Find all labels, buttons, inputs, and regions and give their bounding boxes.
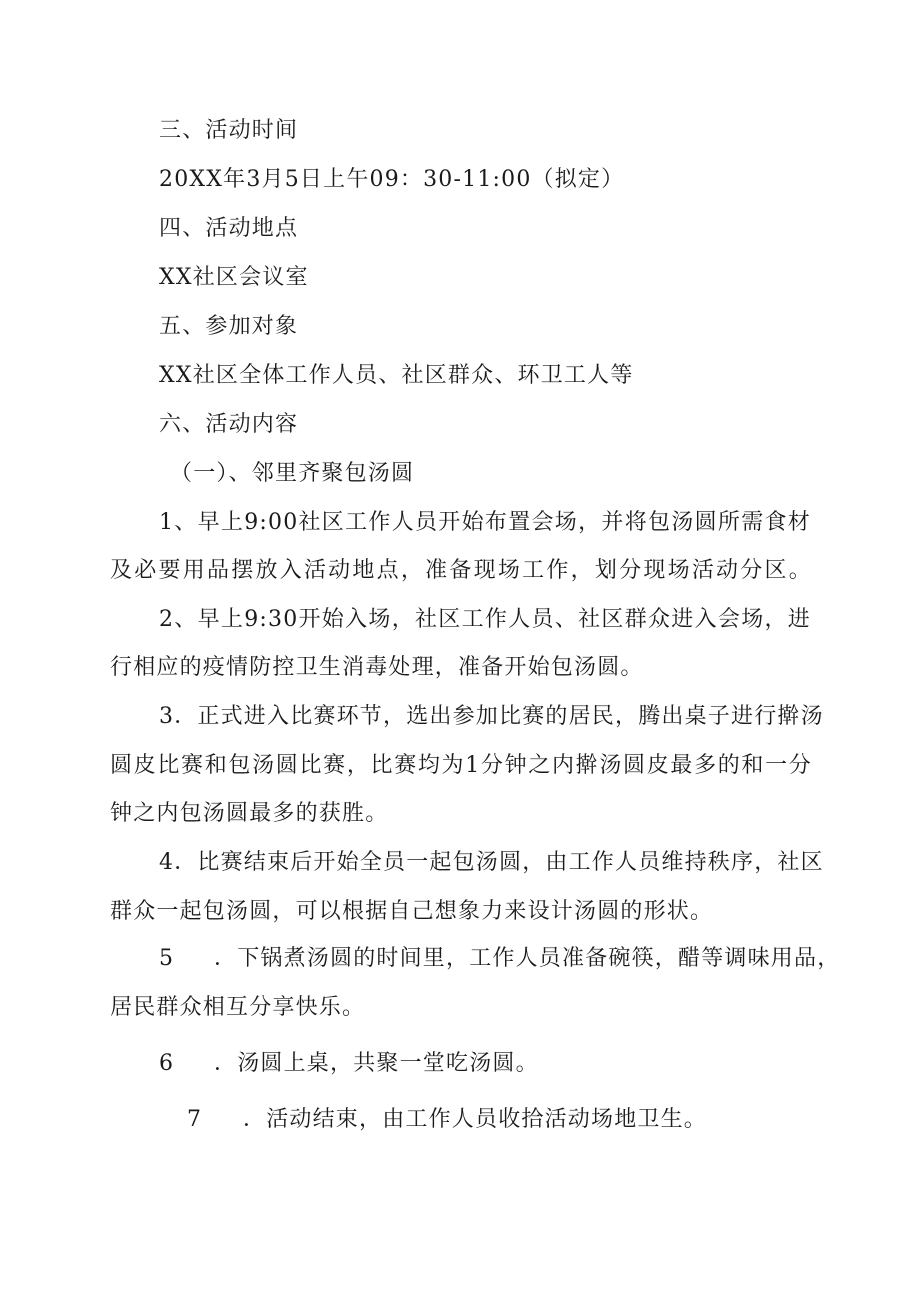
heading-activity-content: 六、活动内容: [159, 412, 299, 437]
paragraph-4-line-1: 4．比赛结束后开始全员一起包汤圆，由工作人员维持秩序，社区: [159, 850, 824, 875]
paragraph-6-line-1: ．汤圆上桌，共聚一堂吃汤圆。: [214, 1051, 539, 1076]
paragraph-3-line-1: 3．正式进入比赛环节，选出参加比赛的居民，腾出桌子进行擀汤: [159, 704, 824, 729]
paragraph-3-line-3: 钟之内包汤圆最多的获胜。: [110, 801, 389, 826]
paragraph-4-line-2: 群众一起包汤圆，可以根据自己想象力来设计汤圆的形状。: [110, 899, 714, 924]
participants-value: XX社区全体工作人员、社区群众、环卫工人等: [159, 363, 634, 388]
activity-location-value: XX社区会议室: [159, 265, 309, 290]
paragraph-2-line-2: 行相应的疫情防控卫生消毒处理，准备开始包汤圆。: [110, 655, 644, 680]
paragraph-1-line-2: 及必要用品摆放入活动地点，准备现场工作，划分现场活动分区。: [110, 558, 812, 583]
paragraph-5-line-2: 居民群众相互分享快乐。: [110, 995, 366, 1020]
paragraph-1-line-1: 1、早上9:00社区工作人员开始布置会场，并将包汤圆所需食材: [159, 510, 811, 535]
paragraph-7-line-1: ．活动结束，由工作人员收拾活动场地卫生。: [243, 1107, 708, 1132]
paragraph-5-number: 5: [159, 946, 175, 971]
paragraph-2-line-1: 2、早上9:30开始入场，社区工作人员、社区群众进入会场，进: [159, 607, 811, 632]
heading-activity-location: 四、活动地点: [159, 216, 299, 241]
paragraph-5-line-1: ．下锅煮汤圆的时间里，工作人员准备碗筷，醋等调味用品，: [214, 946, 841, 971]
activity-time-value: 20XX年3月5日上午09：30-11:00（拟定）: [159, 167, 625, 192]
paragraph-3-line-2: 圆皮比赛和包汤圆比赛，比赛均为1分钟之内擀汤圆皮最多的和一分: [110, 753, 812, 778]
paragraph-6-number: 6: [159, 1051, 175, 1076]
paragraph-7-number: 7: [187, 1107, 203, 1132]
heading-activity-time: 三、活动时间: [159, 118, 299, 143]
subheading-neighbors-tangyuan: （一）、邻里齐聚包汤圆: [170, 461, 415, 486]
heading-participants: 五、参加对象: [159, 314, 299, 339]
